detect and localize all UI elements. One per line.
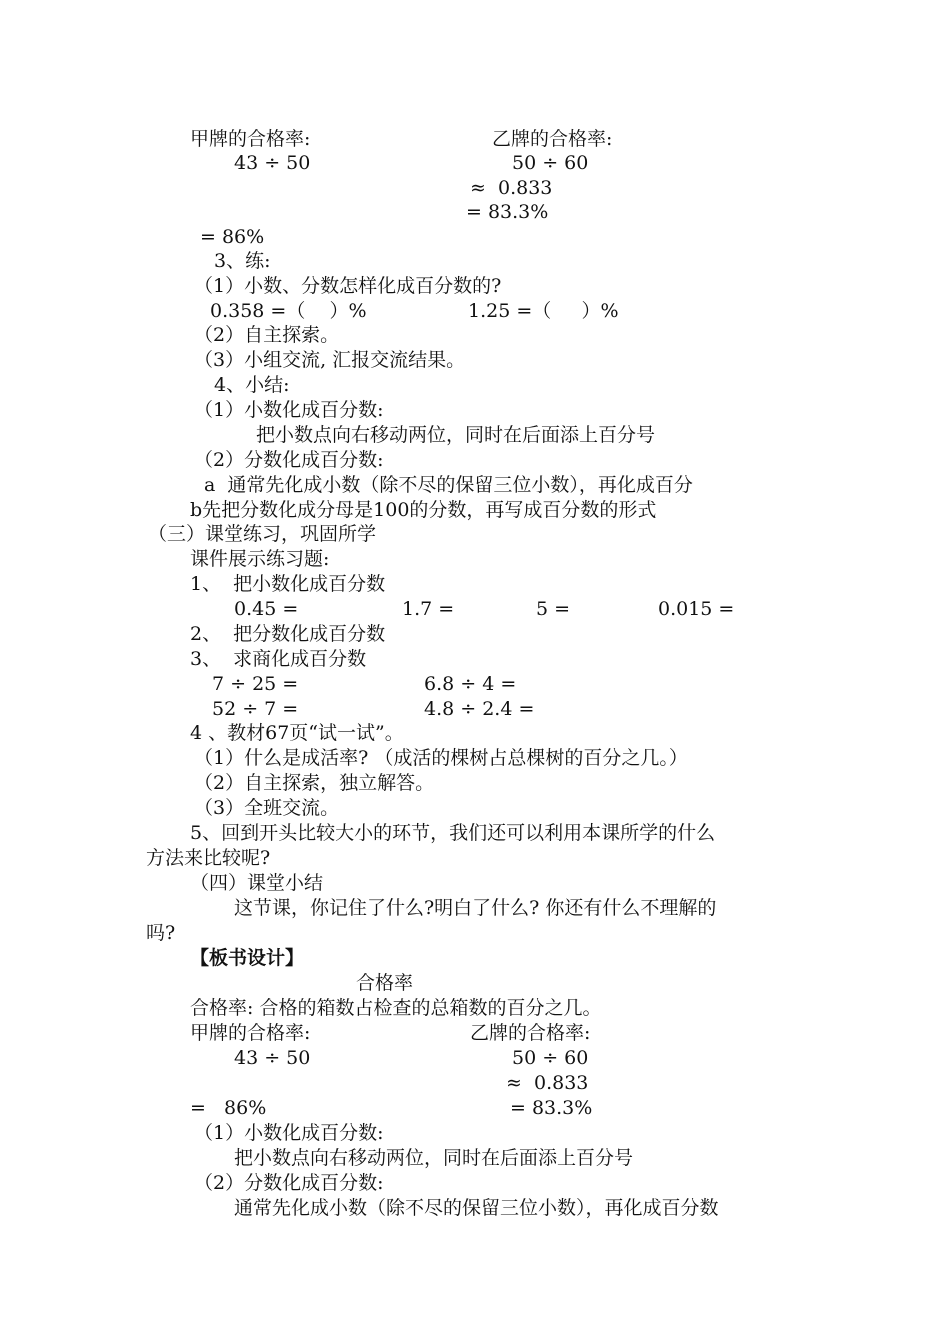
board-yi-label: 乙牌的合格率: [470,1022,591,1044]
practice-q3: （3）小组交流, 汇报交流结果。 [194,349,466,371]
classroom-practice-intro: 课件展示练习题: [190,548,330,570]
practice-3-item: 7 ÷ 25 = [212,673,299,695]
practice-1-title: 1、 把小数化成百分数 [190,573,386,595]
practice-4-q1: （1）什么是成活率? （成活的棵树占总棵树的百分之几。） [194,747,688,769]
lesson-summary-line2: 吗? [146,922,176,944]
practice-3-item: 4.8 ÷ 2.4 = [424,698,535,720]
practice-heading: 3、练: [214,250,271,272]
board-yi-expression: 50 ÷ 60 [512,1047,589,1069]
practice-exercise-a: 0.358 =（ ）% [210,300,367,322]
board-rule-1-text: 把小数点向右移动两位，同时在后面添上百分号 [234,1147,634,1169]
board-yi-approx: ≈ 0.833 [506,1072,589,1094]
jia-result: = 86% [200,226,265,248]
yi-result: = 83.3% [466,201,549,223]
summary-heading: 4、小结: [214,374,290,396]
practice-1-item: 0.015 = [658,598,735,620]
board-design-heading: 【板书设计】 [190,947,305,969]
board-jia-label: 甲牌的合格率: [190,1022,311,1044]
practice-1-item: 1.7 = [402,598,455,620]
practice-3-item: 52 ÷ 7 = [212,698,299,720]
practice-4-title: 4 、教材67页“试一试”。 [190,722,404,744]
practice-5-line1: 5、回到开头比较大小的环节，我们还可以利用本课所学的什么 [190,822,716,844]
practice-4-q2: （2）自主探索，独立解答。 [194,772,435,794]
practice-3-title: 3、 求商化成百分数 [190,648,367,670]
board-jia-expression: 43 ÷ 50 [234,1047,311,1069]
board-rule-2-text: 通常先化成小数（除不尽的保留三位小数），再化成百分数 [234,1197,719,1219]
summary-s1: （1）小数化成百分数: [194,399,384,421]
summary-s1-rule: 把小数点向右移动两位，同时在后面添上百分号 [256,424,656,446]
practice-1-item: 5 = [536,598,571,620]
board-design-title: 合格率 [356,972,414,994]
jia-label: 甲牌的合格率: [190,128,311,150]
lesson-summary-line1: 这节课，你记住了什么?明白了什么? 你还有什么不理解的 [234,897,717,919]
practice-5-line2: 方法来比较呢? [146,847,271,869]
practice-2-title: 2、 把分数化成百分数 [190,623,386,645]
summary-s2-b: b先把分数化成分母是100的分数，再写成百分数的形式 [190,499,657,521]
practice-4-q3: （3）全班交流。 [194,797,340,819]
lesson-summary-heading: （四）课堂小结 [190,872,324,894]
practice-q2: （2）自主探索。 [194,324,340,346]
practice-1-item: 0.45 = [234,598,299,620]
yi-label: 乙牌的合格率: [492,128,613,150]
summary-s2-a: a 通常先化成小数（除不尽的保留三位小数），再化成百分 [204,474,693,496]
practice-q1: （1）小数、分数怎样化成百分数的? [194,275,502,297]
practice-exercise-b: 1.25 =（ ）% [468,300,619,322]
yi-approx: ≈ 0.833 [470,177,553,199]
board-rule-2: （2）分数化成百分数: [194,1172,384,1194]
jia-expression: 43 ÷ 50 [234,152,311,174]
practice-3-item: 6.8 ÷ 4 = [424,673,517,695]
board-yi-result: = 83.3% [510,1097,593,1119]
summary-s2: （2）分数化成百分数: [194,449,384,471]
board-jia-result: = 86% [190,1097,267,1119]
yi-expression: 50 ÷ 60 [512,152,589,174]
classroom-practice-heading: （三）课堂练习，巩固所学 [148,523,377,545]
board-rule-1: （1）小数化成百分数: [194,1122,384,1144]
board-design-definition: 合格率: 合格的箱数占检查的总箱数的百分之几。 [190,997,602,1019]
